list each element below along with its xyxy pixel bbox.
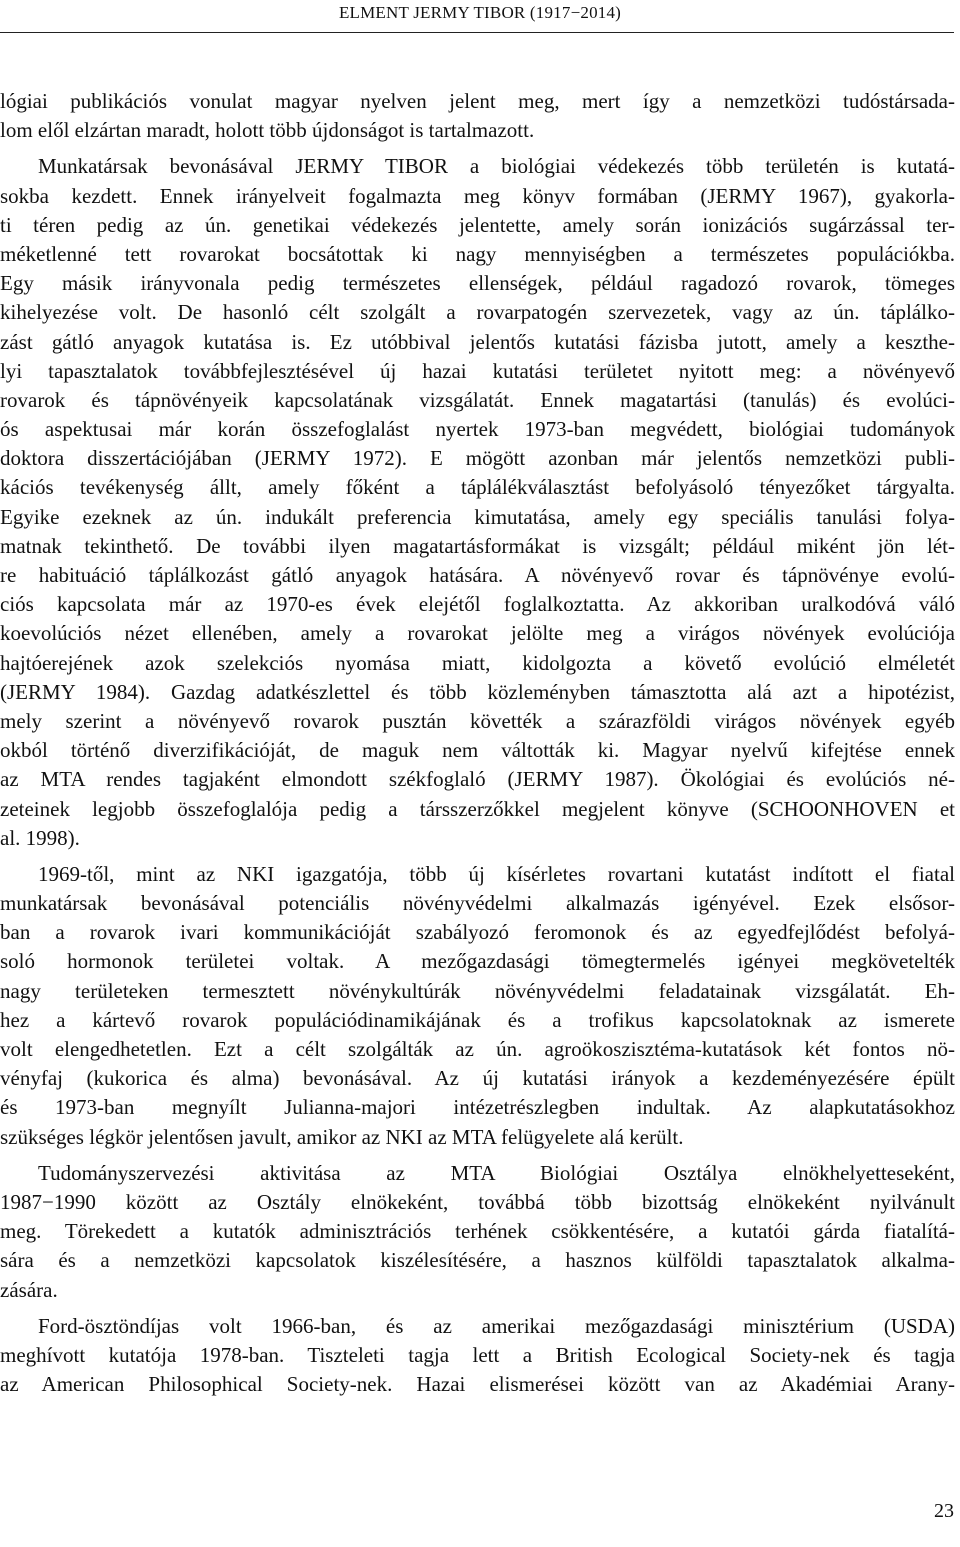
text-line: rovarok és tápnövényeik kapcsolatának vizsgálatát. Ennek magatartási (tanulás) és evolúci- [0,387,955,412]
text-line: matnak tekinthető. De további ilyen magatartásformákat is vizsgált; például miként jön lét- [0,533,955,558]
paragraph [0,152,955,853]
text-line: 1987−1990 között az Osztály elnökeként, továbbá több bizottság elnökeként nyilvánult [0,1189,955,1214]
text-line: lyi tapasztalatok továbbfejlesztésével új hazai kutatási területet nyitott meg: a növényevő [0,358,955,383]
text-line: vényfaj (kukorica és alma) bevonásával. Az új kutatási irányok a kezdeményezésére épült [0,1066,955,1091]
text-line: okból történő diverzifikációját, de maguk nem váltották ki. Magyar nyelvű kifejtése ennek [0,738,955,763]
text-line: koevolúciós nézet ellenében, amely a rovarokat jelölte meg a virágos növények evolúciója [0,621,955,646]
text-line: meg. Törekedett a kutatók adminisztrációs terhének csökkentésére, a kutatói gárda fiatalítá- [0,1219,955,1244]
text-line: lógiai publikációs vonulat magyar nyelven jelent meg, mert így a nemzetközi tudóstársada- [0,89,955,113]
text-line: szükséges légkör jelentősen javult, amikor az NKI az MTA felügyelete alá került. [0,1124,684,1149]
text-line: meghívott kutatója 1978-ban. Tiszteleti tagja lett a British Ecological Society-nek és tagja [0,1342,955,1367]
text-line: Egy másik irányvonala pedig természetes ellenségek, például ragadozó rovarok, tömeges [0,271,955,296]
text-line: ciós kapcsolata már az 1970-es évek elejétől foglalkoztatta. Az akkoriban uralkodóvá váló [0,592,955,617]
text-line: az MTA rendes tagjaként elmondott székfoglaló (JERMY 1987). Ökológiai és evolúciós né- [0,767,955,792]
paragraph [0,87,955,145]
text-line: 1969-től, mint az NKI igazgatója, több új kísérletes rovartani kutatást indított el fiatal [38,861,955,886]
text-line: sokba kezdett. Ennek irányelveit fogalmazta meg könyv formában (JERMY 1967), gyakorla- [0,183,955,208]
text-line: hez a kártevő rovarok populációdinamikájának és a trofikus kapcsolatoknak az ismerete [0,1007,955,1032]
text-line: (JERMY 1984). Gazdag adatkészlettel és több közleményben támasztotta alá azt a hipotézist, [0,679,955,704]
text-line: ós aspektusai már korán összefoglalást nyertek 1973-ban megvédett, biológiai tudományok [0,417,955,442]
text-line: soló hormonok területei voltak. A mezőgazdasági tömegtermelés igényei megkövetelték [0,949,955,974]
text-line: zeteinek legjobb összefoglalója pedig a társszerzőkkel megjelent könyve (SCHOONHOVEN et [0,796,955,821]
text-line: munkatársak bevonásával potenciális növényvédelmi alkalmazás igényével. Ezek elsősor- [0,891,955,916]
header-rule [0,32,954,33]
text-line: méketlenné tett rovarokat bocsátottak ki nagy mennyiségben a természetes populációkba. [0,241,955,266]
text-line: kihelyezése volt. De hasonló célt szolgált a rovarpatogén szervezetek, vagy az ún. táplálko- [0,300,955,325]
text-line: al. 1998). [0,825,80,850]
text-line: doktora disszertációjában (JERMY 1972). E mögött azonban már jelentős nemzetközi publi- [0,446,955,471]
text-line: ban a rovarok ivari kommunikációját szabályozó feromonok és az egyedfejlődést befolyá- [0,920,955,945]
paragraph [0,1312,955,1400]
running-header-years: (1917−2014) [529,3,622,22]
text-line: sára és a nemzetközi kapcsolatok kiszélesítésére, a hasznos külföldi tapasztalatok alkalma- [0,1248,955,1273]
text-line: nagy területeken termesztett növénykultúrák növényvédelmi feladatainak vizsgálatát. Eh- [0,978,955,1003]
text-line: zást gátló anyagok kutatása is. Ez utóbbival jelentős kutatási fázisba jutott, amely a keszthe- [0,329,955,354]
text-line: és 1973-ban megnyílt Julianna-majori intézetrészlegben indultak. Az alapkutatásokhoz [0,1095,955,1120]
text-line: hajtóerejének azok szelekciós nyomása miatt, kidolgozta a követő evolúció elméletét [0,650,955,675]
text-line: zására. [0,1277,58,1302]
text-line: az American Philosophical Society-nek. Hazai elismerései között van az Akadémiai Arany- [0,1372,955,1397]
running-header [0,2,960,24]
text-line: Munkatársak bevonásával JERMY TIBOR a biológiai védekezés több területén is kutatá- [38,154,955,179]
text-line: Tudományszervezési aktivitása az MTA Biológiai Osztálya elnökhelyetteseként, [38,1160,955,1185]
paragraph [0,1159,955,1305]
paragraph [0,860,955,1152]
text-line: re habituáció táplálkozást gátló anyagok hatására. A növényevő rovar és tápnövénye evolú- [0,563,955,587]
text-line: kációs tevékenység állt, amely főként a táplálékválasztást befolyásoló tényezőket tárgyalta. [0,475,955,500]
text-line: mely szerint a növényevő rovarok pusztán követték a szárazföldi virágos növények egyéb [0,708,955,733]
text-line: volt elengedhetetlen. Ezt a célt szolgálták az ún. agroökoszisztéma-kutatások két fontos nö- [0,1037,955,1061]
page-number: 23 [934,1500,954,1522]
running-header-name: ELMENT JERMY TIBOR [338,3,526,22]
text-line: Egyike ezeknek az ún. indukált preferencia kimutatása, amely egy speciális tanulási folya- [0,504,955,529]
text-line: Ford-ösztöndíjas volt 1966-ban, és az amerikai mezőgazdasági minisztérium (USDA) [38,1313,955,1338]
text-line: ti téren pedig az ún. genetikai védekezés jelentette, amely során ionizációs sugárzással ter- [0,212,955,237]
body-text [0,87,955,1399]
text-line: lom elől elzártan maradt, holott több újdonságot is tartalmazott. [0,118,535,143]
